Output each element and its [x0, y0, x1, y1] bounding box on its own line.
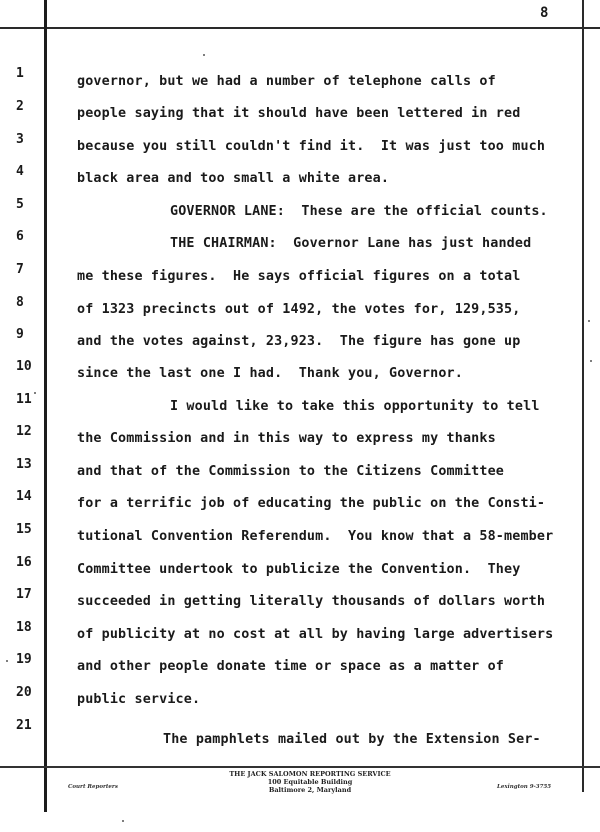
text-line: for a terrific job of educating the public on the Consti-	[77, 496, 546, 511]
line-number: 2	[16, 99, 24, 114]
line-number: 15	[16, 522, 32, 537]
text-line: of publicity at no cost at all by having large advertisers	[77, 627, 554, 642]
text-line: black area and too small a white area.	[77, 171, 390, 186]
scan-speck	[122, 820, 124, 822]
speaker-line: GOVERNOR LANE: These are the official counts.	[170, 204, 548, 219]
scan-speck	[590, 360, 592, 362]
line-number: 5	[16, 197, 24, 212]
line-number: 18	[16, 620, 32, 635]
line-number: 11	[16, 392, 32, 407]
line-number: 1	[16, 66, 24, 81]
line-number: 4	[16, 164, 24, 179]
text-line: people saying that it should have been lettered in red	[77, 106, 521, 121]
header-rule	[0, 27, 600, 29]
text-line: and that of the Commission to the Citizens Committee	[77, 464, 505, 479]
left-margin-rule	[44, 0, 47, 812]
text-line: since the last one I had. Thank you, Governor.	[77, 366, 463, 381]
text-line: and other people donate time or space as a matter of	[77, 659, 505, 674]
line-number: 14	[16, 489, 32, 504]
text-line: Committee undertook to publicize the Convention. They	[77, 562, 521, 577]
line-number: 21	[16, 718, 32, 733]
paragraph-start-line: I would like to take this opportunity to tell	[170, 399, 540, 414]
scan-speck	[34, 392, 36, 394]
text-line: and the votes against, 23,923. The figure has gone up	[77, 334, 521, 349]
text-line: governor, but we had a number of telephone calls of	[77, 74, 496, 89]
line-number: 7	[16, 262, 24, 277]
line-number: 13	[16, 457, 32, 472]
line-number: 19	[16, 652, 32, 667]
footer-rule	[0, 766, 600, 768]
speaker-line: THE CHAIRMAN: Governor Lane has just handed	[170, 236, 532, 251]
scan-speck	[588, 320, 590, 322]
footer-company-block	[200, 770, 420, 794]
scan-speck	[6, 660, 8, 662]
line-number: 12	[16, 424, 32, 439]
text-line: public service.	[77, 692, 201, 707]
line-number: 3	[16, 132, 24, 147]
footer-left-label: Court Reporters	[68, 784, 118, 790]
page-number: 8	[540, 5, 549, 21]
line-number: 10	[16, 359, 32, 374]
reporter-footer	[0, 770, 600, 810]
text-line: because you still couldn't find it. It was just too much	[77, 139, 546, 154]
line-number: 6	[16, 229, 24, 244]
text-line: tutional Convention Referendum. You know that a 58-member	[77, 529, 554, 544]
footer-right-label: Lexington 9-3755	[497, 784, 552, 790]
line-number: 9	[16, 327, 24, 342]
scan-speck	[203, 54, 205, 56]
line-number: 16	[16, 555, 32, 570]
paragraph-start-line: The pamphlets mailed out by the Extension Ser-	[163, 732, 541, 747]
line-number: 8	[16, 295, 24, 310]
text-line: the Commission and in this way to express my thanks	[77, 431, 496, 446]
line-number: 20	[16, 685, 32, 700]
right-margin-rule	[582, 0, 584, 792]
footer-company: THE JACK SALOMON REPORTING SERVICE	[229, 770, 391, 778]
text-line: of 1323 precincts out of 1492, the votes for, 129,535,	[77, 302, 521, 317]
footer-address-line1: 100 Equitable Building	[267, 778, 353, 786]
text-line: me these figures. He says official figures on a total	[77, 269, 521, 284]
footer-address-line2: Baltimore 2, Maryland	[268, 786, 352, 794]
text-line: succeeded in getting literally thousands of dollars worth	[77, 594, 546, 609]
line-number: 17	[16, 587, 32, 602]
